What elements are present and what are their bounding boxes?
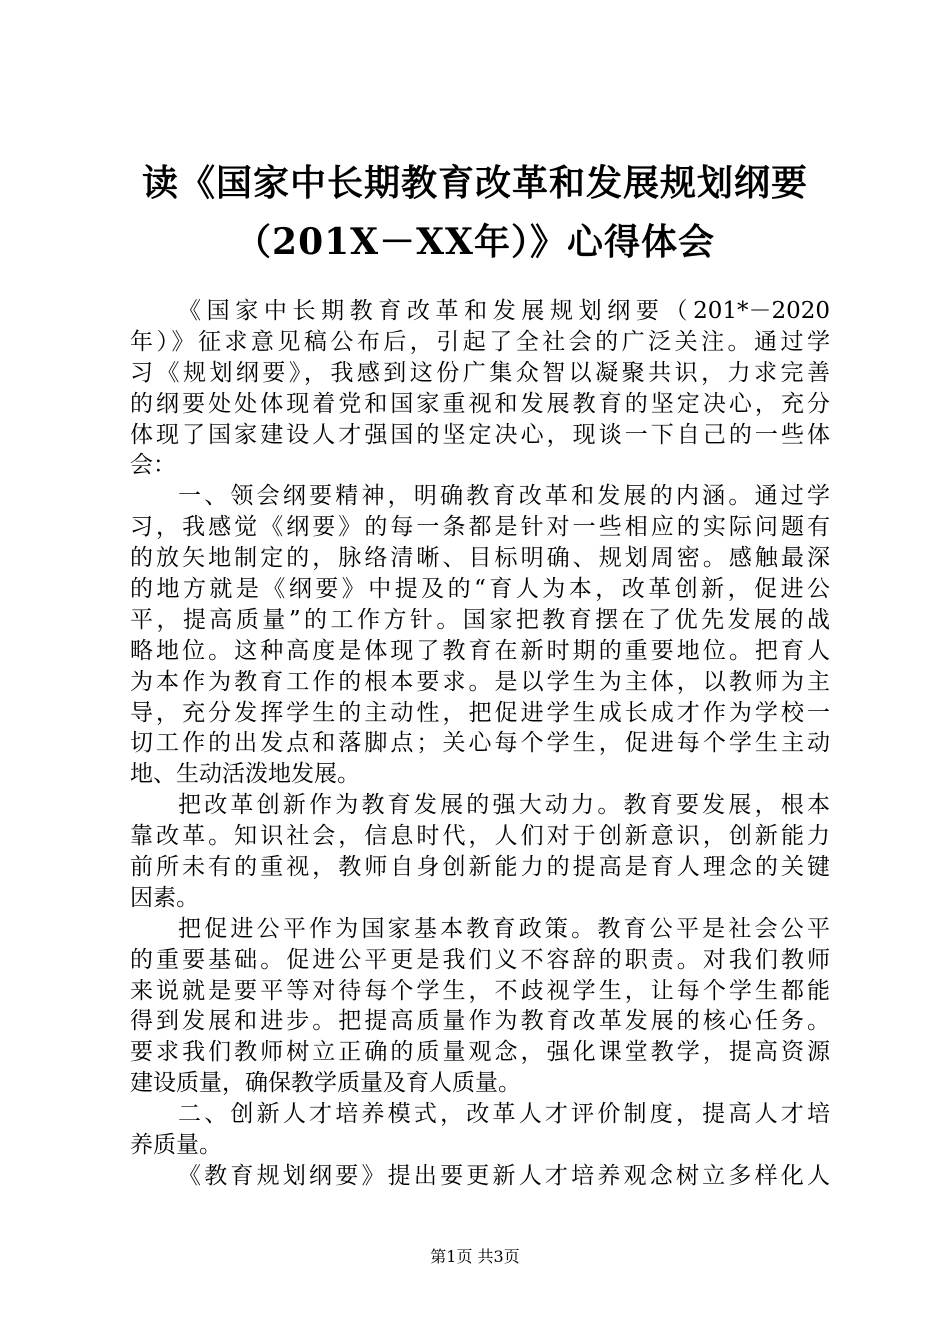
- document-title-line-2: （201X－XX年）》心得体会: [235, 221, 715, 263]
- body-line: 来说就是要平等对待每个学生，不歧视学生，让每个学生都能: [130, 977, 830, 1004]
- body-line: 一、领会纲要精神，明确教育改革和发展的内涵。通过学: [178, 483, 830, 510]
- page-number-footer: 第1页 共3页: [430, 1247, 520, 1266]
- body-line: 得到发展和进步。把提高质量作为教育改革发展的核心任务。: [130, 1008, 830, 1035]
- body-line: 年）》征求意见稿公布后，引起了全社会的广泛关注。通过学: [130, 328, 830, 355]
- body-line: 地、生动活泼地发展。: [130, 761, 360, 788]
- body-line: 略地位。这种高度是体现了教育在新时期的重要地位。把育人: [130, 637, 830, 664]
- body-line: 为本作为教育工作的根本要求。是以学生为主体，以教师为主: [130, 668, 830, 695]
- document-title-line-1: 读《国家中长期教育改革和发展规划纲要: [141, 162, 808, 204]
- body-line: 靠改革。知识社会，信息时代，人们对于创新意识，创新能力: [130, 823, 830, 850]
- body-line: 的地方就是《纲要》中提及的“育人为本，改革创新，促进公: [130, 576, 830, 603]
- body-line: 切工作的出发点和落脚点；关心每个学生，促进每个学生主动: [130, 730, 830, 757]
- body-line: 会：: [130, 452, 176, 479]
- body-line: 二、创新人才培养模式，改革人才评价制度，提高人才培: [178, 1101, 830, 1128]
- body-line: 因素。: [130, 884, 199, 911]
- body-line: 导，充分发挥学生的主动性，把促进学生成长成才作为学校一: [130, 699, 830, 726]
- body-line: 前所未有的重视，教师自身创新能力的提高是育人理念的关键: [130, 854, 830, 881]
- body-line: 把促进公平作为国家基本教育政策。教育公平是社会公平: [178, 915, 830, 942]
- body-line: 建设质量，确保教学质量及育人质量。: [130, 1070, 521, 1097]
- body-line: 《国家中长期教育改革和发展规划纲要（201*－2020: [178, 298, 830, 324]
- body-line: 《教育规划纲要》提出要更新人才培养观念树立多样化人: [178, 1162, 830, 1189]
- body-line: 习，我感觉《纲要》的每一条都是针对一些相应的实际问题有: [130, 514, 830, 541]
- body-line: 习《规划纲要》，我感到这份广集众智以凝聚共识，力求完善: [130, 359, 830, 386]
- document-body: [130, 296, 830, 1192]
- body-line: 养质量。: [130, 1132, 222, 1159]
- body-line: 要求我们教师树立正确的质量观念，强化课堂教学，提高资源: [130, 1039, 830, 1066]
- body-line: 把改革创新作为教育发展的强大动力。教育要发展，根本: [178, 792, 830, 819]
- body-line: 体现了国家建设人才强国的坚定决心，现谈一下自己的一些体: [130, 421, 830, 448]
- body-line: 的重要基础。促进公平更是我们义不容辞的职责。对我们教师: [130, 946, 830, 973]
- body-line: 平，提高质量”的工作方针。国家把教育摆在了优先发展的战: [130, 606, 830, 633]
- body-line: 的纲要处处体现着党和国家重视和发展教育的坚定决心，充分: [130, 390, 830, 417]
- body-line: 的放矢地制定的，脉络清晰、目标明确、规划周密。感触最深: [130, 545, 830, 572]
